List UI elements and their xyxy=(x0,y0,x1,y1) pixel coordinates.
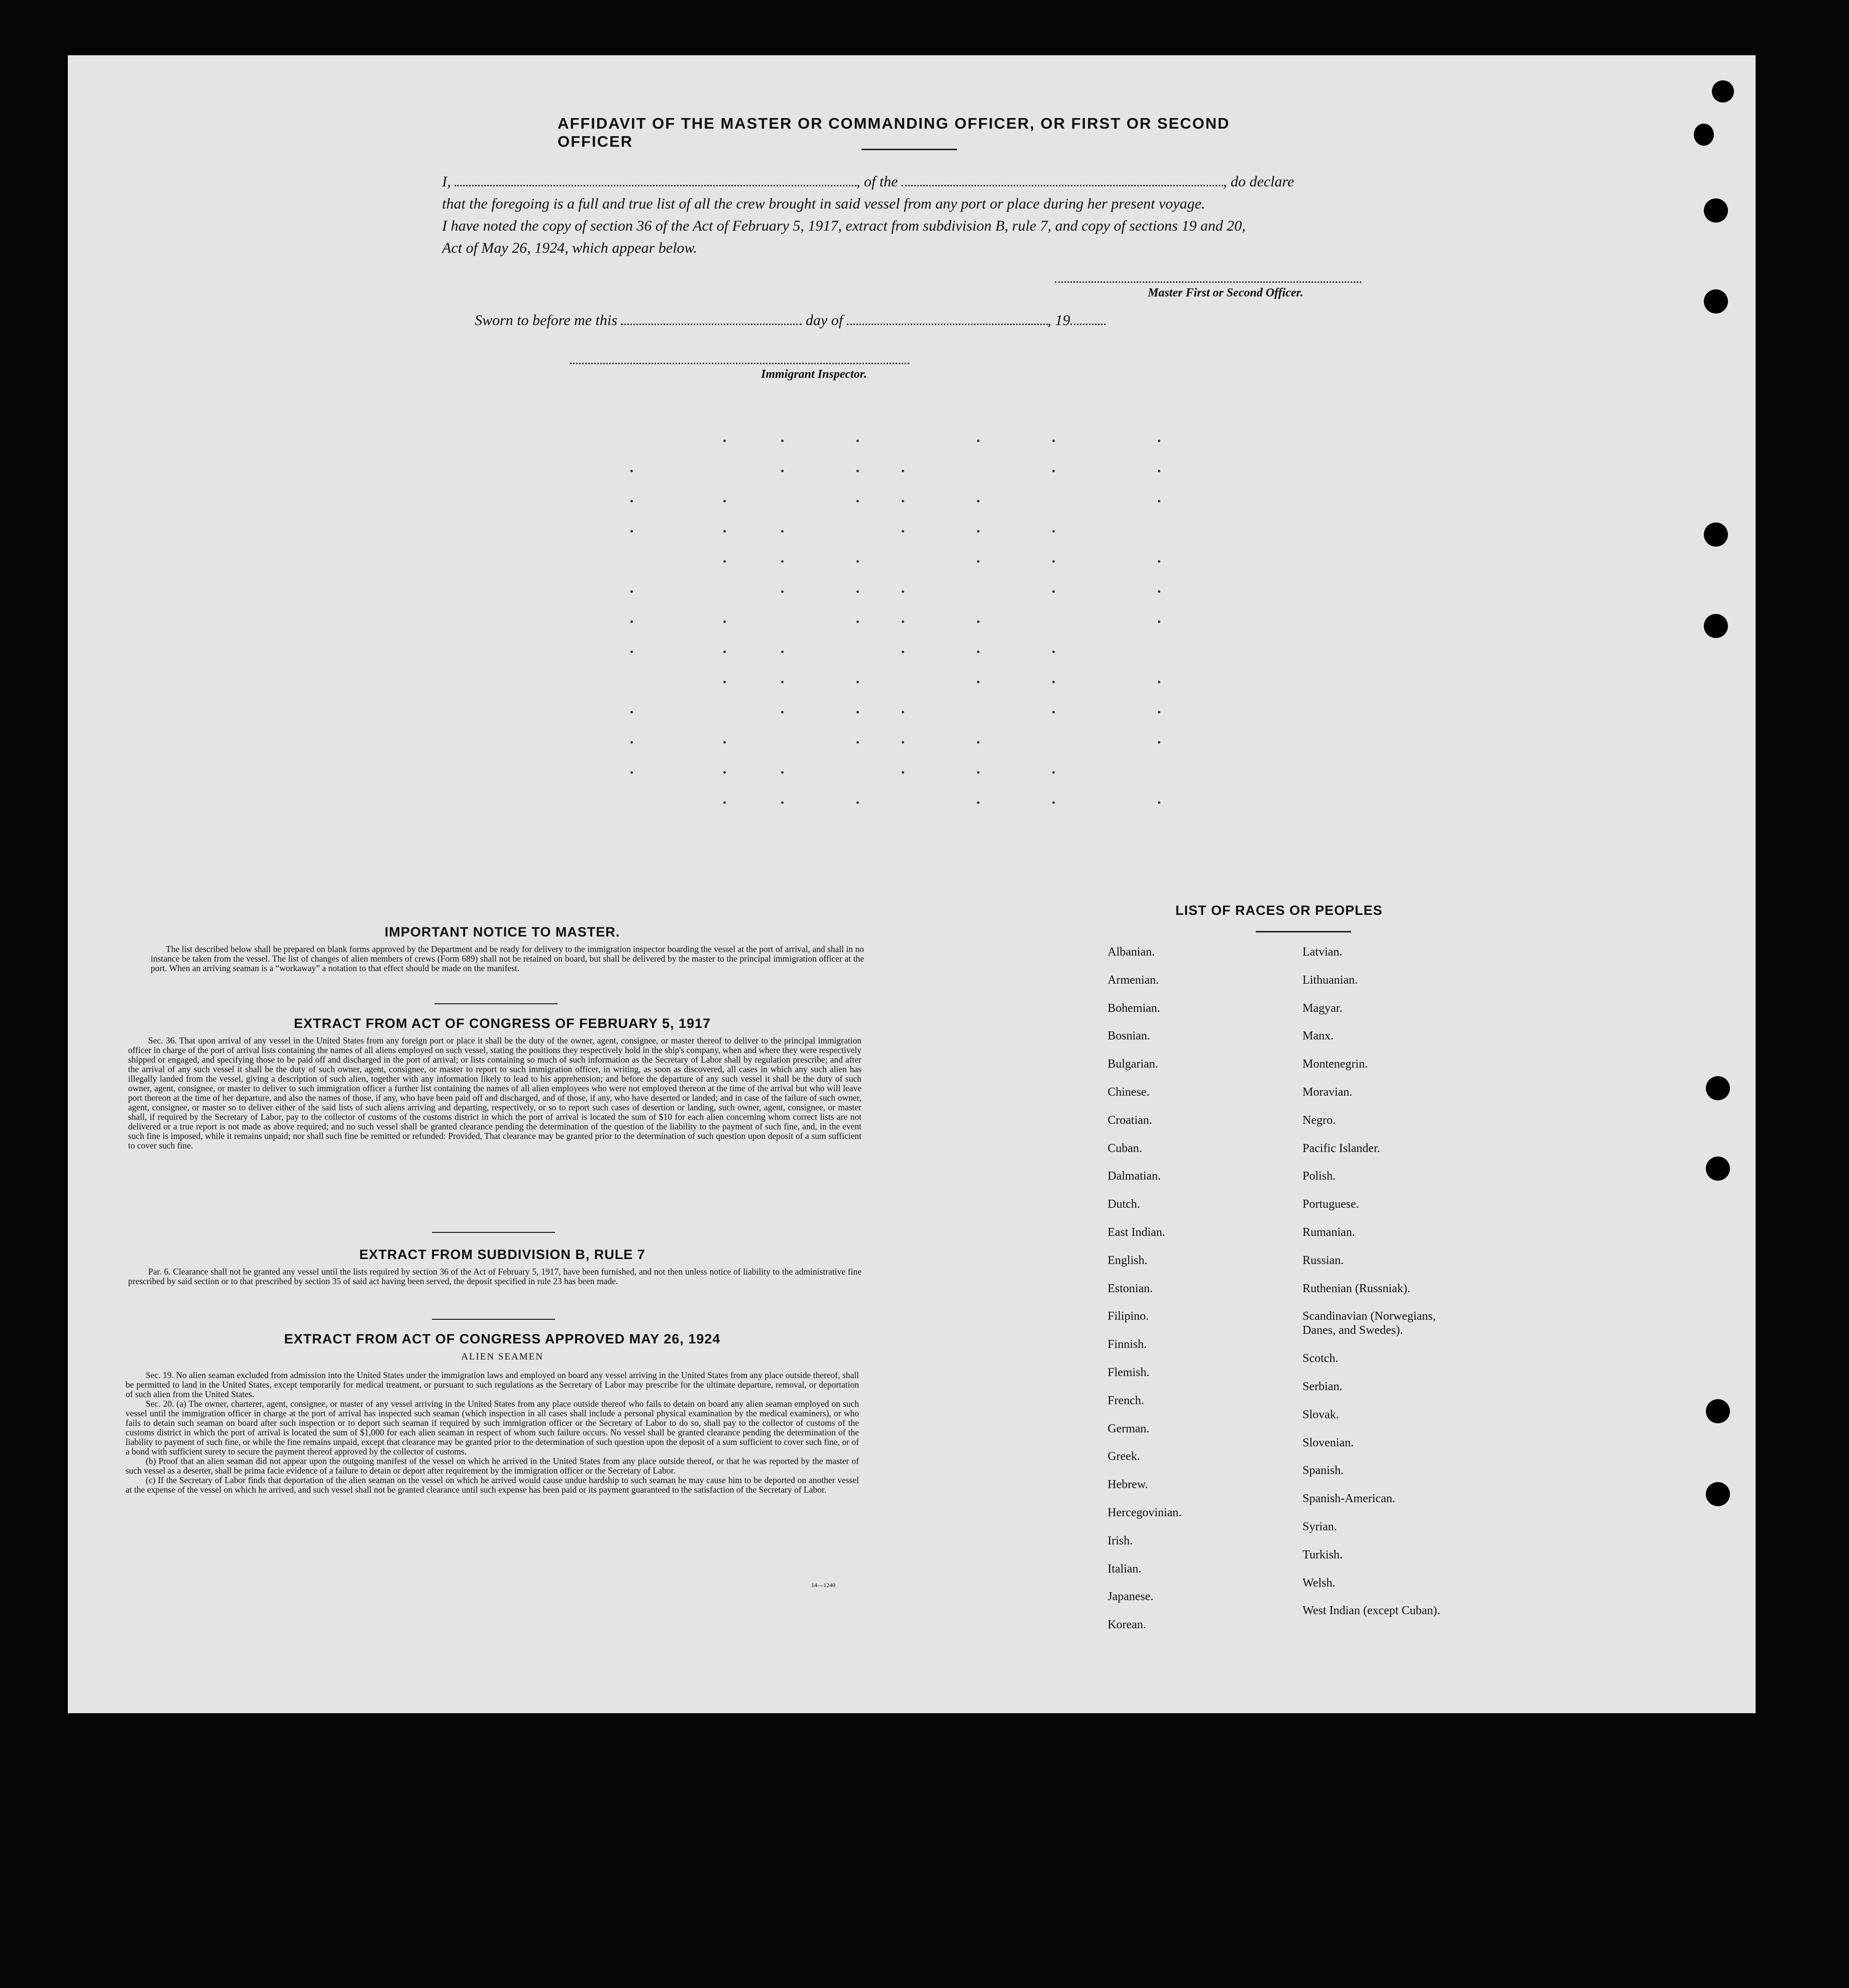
punch-hole xyxy=(1706,1157,1730,1181)
faint-dot xyxy=(1158,470,1160,472)
race-item: Dalmatian. xyxy=(1108,1170,1161,1183)
race-item: Greek. xyxy=(1108,1450,1140,1463)
faint-dot xyxy=(1052,560,1055,563)
master-signature-line[interactable] xyxy=(1055,281,1361,283)
extract-1917-title: EXTRACT FROM ACT OF CONGRESS OF FEBRUARY 5, 1917 xyxy=(293,1016,711,1031)
rule7-title: EXTRACT FROM SUBDIVISION B, RULE 7 xyxy=(359,1247,645,1262)
race-item: Filipino. xyxy=(1108,1310,1149,1323)
faint-dot xyxy=(856,590,859,593)
faint-dot xyxy=(1052,470,1055,472)
race-item: Magyar. xyxy=(1302,1001,1343,1015)
race-item: Moravian. xyxy=(1302,1086,1353,1099)
race-item: Montenegrin. xyxy=(1302,1058,1368,1071)
race-item: Albanian. xyxy=(1108,946,1155,959)
faint-dot xyxy=(630,620,633,623)
faint-dot xyxy=(902,771,904,774)
faint-dot xyxy=(856,560,859,563)
affidavit-title: AFFIDAVIT OF THE MASTER OR COMMANDING OFFICER, OR FIRST OR SECOND OFFICER xyxy=(558,115,1230,150)
faint-dot xyxy=(902,470,904,472)
notice-title: IMPORTANT NOTICE TO MASTER. xyxy=(384,924,620,939)
faint-dot xyxy=(630,711,633,713)
race-item: Bosnian. xyxy=(1108,1029,1150,1043)
race-item: Danes, and Swedes). xyxy=(1302,1324,1403,1337)
faint-dot xyxy=(856,440,859,442)
faint-dot xyxy=(977,560,980,563)
race-item: Rumanian. xyxy=(1302,1226,1355,1239)
race-item: Bohemian. xyxy=(1108,1001,1160,1015)
declaration-line-3: I have noted the copy of section 36 of the Act of February 5, 1917, extract from subdivision B, rule 7, and copy of sections 19 and 20, xyxy=(442,218,1246,234)
race-item: West Indian (except Cuban). xyxy=(1302,1604,1440,1618)
race-item: Pacific Islander. xyxy=(1302,1141,1380,1155)
rule7-rule xyxy=(432,1319,555,1320)
faint-dot xyxy=(1052,590,1055,593)
race-item: Hebrew. xyxy=(1108,1478,1148,1492)
faint-dot xyxy=(1158,560,1160,563)
race-item: Lithuanian. xyxy=(1302,973,1358,987)
race-item: Manx. xyxy=(1302,1029,1334,1043)
faint-dot xyxy=(856,711,859,713)
sec-20c-text: (c) If the Secretary of Labor finds that deportation of the alien seaman on the vessel on which he arrived would cause undue hardship to such seaman he may cause him to be deported on another vessel at the expense of the vessel on which he arrived, and such vessel shall not be granted clearance until such expense has been paid or its payment guaranteed to the satisfaction of the Secretary of Labor. xyxy=(126,1475,859,1495)
faint-dot xyxy=(977,651,980,653)
punch-hole xyxy=(1706,1482,1730,1506)
race-item: Spanish. xyxy=(1302,1464,1344,1478)
faint-dot xyxy=(1158,741,1160,744)
faint-dot xyxy=(1052,711,1055,713)
inspector-signature-label: Immigrant Inspector. xyxy=(761,368,867,381)
faint-dot xyxy=(977,530,980,533)
faint-dot xyxy=(630,741,633,744)
faint-dot xyxy=(781,651,784,653)
sec-19-text: Sec. 19. No alien seaman excluded from admission into the United States under the immigration laws and employed on board any vessel arriving in the United States from any place outside thereof, shall be permitted to land in the United States, except temporarily for medical treatment, or pursuant to such regulations as the Secretary of Labor may prescribe for the ultimate departure, removal, or deportation of such alien from the United States. xyxy=(126,1370,859,1399)
faint-dot xyxy=(1158,500,1160,502)
faint-dot xyxy=(781,711,784,713)
rule7-text: Par. 6. Clearance shall not be granted any vessel until the lists required by section 36 of the Act of February 5, 1917, have been furnished, and not then unless notice of liability to the administrative fine prescribed by said section or to that prescribed by section 35 of said act having been served, the deposit specified in rule 23 has been made. xyxy=(128,1267,861,1286)
race-item: Chinese. xyxy=(1108,1086,1150,1099)
rank-field[interactable] xyxy=(902,185,1223,186)
race-item: Ruthenian (Russniak). xyxy=(1302,1282,1410,1295)
faint-dot xyxy=(630,590,633,593)
race-item: Slovenian. xyxy=(1302,1436,1354,1449)
race-item: Slovak. xyxy=(1302,1408,1339,1421)
race-item: Bulgarian. xyxy=(1108,1058,1158,1071)
race-item: Armenian. xyxy=(1108,973,1159,987)
faint-dot xyxy=(977,771,980,774)
race-item: Serbian. xyxy=(1302,1380,1343,1393)
name-field[interactable] xyxy=(455,185,856,186)
race-item: Polish. xyxy=(1302,1170,1336,1183)
faint-dot xyxy=(1052,651,1055,653)
race-item: Estonian. xyxy=(1108,1282,1153,1295)
races-title: LIST OF RACES OR PEOPLES xyxy=(1175,903,1383,918)
faint-dot xyxy=(723,560,726,563)
faint-dot xyxy=(723,651,726,653)
race-item: Korean. xyxy=(1108,1618,1146,1632)
notice-rule xyxy=(434,1003,558,1004)
alien-seamen-subtitle: ALIEN SEAMEN xyxy=(461,1351,543,1362)
faint-dot xyxy=(902,711,904,713)
punch-hole xyxy=(1704,522,1728,547)
faint-dot xyxy=(1158,681,1160,683)
faint-dot xyxy=(781,470,784,472)
faint-dot xyxy=(1052,440,1055,442)
faint-dot xyxy=(856,801,859,804)
race-item: Welsh. xyxy=(1302,1576,1336,1590)
race-item: Latvian. xyxy=(1302,946,1343,959)
race-item: Japanese. xyxy=(1108,1590,1154,1604)
faint-dot xyxy=(781,681,784,683)
sworn-day-field[interactable] xyxy=(621,324,802,325)
race-item: Cuban. xyxy=(1108,1141,1142,1155)
faint-dot xyxy=(856,500,859,502)
race-item: Flemish. xyxy=(1108,1366,1150,1379)
race-item: Portuguese. xyxy=(1302,1198,1359,1211)
punch-hole xyxy=(1704,614,1728,638)
faint-dot xyxy=(723,741,726,744)
faint-dot xyxy=(781,560,784,563)
faint-dot xyxy=(856,681,859,683)
faint-dot xyxy=(781,771,784,774)
faint-dot xyxy=(977,801,980,804)
faint-dot xyxy=(723,530,726,533)
faint-dot xyxy=(977,440,980,442)
faint-dot xyxy=(1052,530,1055,533)
race-item: Russian. xyxy=(1302,1253,1344,1267)
races-rule xyxy=(1256,931,1351,932)
faint-dot xyxy=(902,590,904,593)
punch-hole xyxy=(1694,124,1714,146)
extract-1924-body xyxy=(126,1371,859,1495)
faint-dot xyxy=(1158,590,1160,593)
race-item: Spanish-American. xyxy=(1302,1492,1395,1506)
form-number: 14—1240 xyxy=(811,1582,835,1589)
sec-20b-text: (b) Proof that an alien seaman did not appear upon the outgoing manifest of the vessel on which he arrived in the United States from any place outside thereof, or that he was reported by the master of such vessel as a deserter, shall be prima facie evidence of a failure to detain or deport after requirement by the immigration officer or the Secretary of Labor. xyxy=(126,1456,859,1476)
sworn-year: , 19 xyxy=(1047,312,1070,329)
faint-dot xyxy=(1158,440,1160,442)
declare-i: I, xyxy=(442,173,451,190)
race-item: Scotch. xyxy=(1302,1352,1339,1366)
sworn-line xyxy=(475,309,1228,332)
faint-dot xyxy=(902,500,904,502)
faint-dot xyxy=(781,801,784,804)
faint-dot xyxy=(856,620,859,623)
sec-20a-text: Sec. 20. (a) The owner, charterer, agent, consignee, or master of any vessel arriving in the United States from any place outside thereof who fails to detain on board any alien seaman employed on such vessel until the immigration officer in charge at the port of arrival has inspected such seaman (which inspection in all cases shall include a personal physical examination by the medical examiners), or who fails to detain such seaman on board after such inspection or to deport such seaman if required by such immigration officer or the Secretary of Labor to do so, shall pay to the collector of customs of the customs district in which the port of arrival is located the sum of $1,000 for each alien seaman in respect of whom such failure occurs. No vessel shall be granted clearance pending the determination of the liability to payment of such fine, or while the fine remains unpaid, except that clearance may be granted prior to the determination of such question upon the deposit of a sum sufficient to cover such fine, or of a bond with sufficient surety to secure the payment thereof approved by the collector of customs. xyxy=(126,1399,859,1456)
punch-hole xyxy=(1704,198,1728,223)
faint-dot xyxy=(630,470,633,472)
faint-dot xyxy=(977,741,980,744)
faint-dot xyxy=(723,620,726,623)
notice-text: The list described below shall be prepared on blank forms approved by the Department and be ready for delivery to the immigration inspector boarding the vessel at the port of arrival, and shall in no instance be taken from the vessel. The list of changes of alien members of crews (Form 689) shall not be retained on board, but shall be delivered by the master to the principal immigration officer at the port. When an arriving seaman is a “workaway” a notation to that effect should be made on the manifest. xyxy=(151,944,864,973)
faint-dot xyxy=(977,620,980,623)
extract-1917-text: Sec. 36. That upon arrival of any vessel in the United States from any foreign port or place it shall be the duty of the owner, agent, consignee, or master thereof to deliver to the principal immigration officer in charge of the port of arrival lists containing the names of all aliens employed on such vessel, stating the positions they respectively hold in the ship's company, when and where they were respectively shipped or engaged, and specifying those to be paid off and discharged in the port of arrival; or lists containing so much of such information as the Secretary of Labor shall by regulation prescribe; and after the arrival of any such vessel it shall be the duty of such owner, agent, consignee, or master to report to such immigration officer, in writing, as soon as discovered, all cases in which any such alien has illegally landed from the vessel, giving a description of such alien, together with any information likely to lead to his apprehension; and before the departure of any such vessel it shall be the duty of such owner, agent, consignee, or master to deliver to such immigration officer a further list containing the names of all alien employees who were not employed thereon at the time of the arrival but who will leave port thereon at the time of her departure, and also the names of those, if any, who have been paid off and discharged, and of those, if any, who have deserted or landed; and in case of the failure of such owner, agent, consignee, or master so to deliver either of the said lists of such aliens arriving and departing, respectively, or so to report such cases of desertion or landing, such owner, agent, consignee, or master shall, if required by the Secretary of Labor, pay to the collector of customs of the customs district in which the port of arrival is located the sum of $10 for each alien concerning whom correct lists are not delivered or a true report is not made as above required; and no such vessel shall be granted clearance pending the determination of the question of the liability to the payment of such fine, and, in the event such fine is imposed, while it remains unpaid; nor shall such fine be remitted or refunded: Provided, That clearance may be granted prior to the determination of such question upon deposit of a sum sufficient to cover such fine. xyxy=(128,1035,861,1150)
faint-dot xyxy=(723,500,726,502)
race-item: Turkish. xyxy=(1302,1548,1343,1561)
faint-dot xyxy=(630,500,633,502)
faint-dot xyxy=(902,651,904,653)
punch-hole xyxy=(1706,1399,1730,1423)
sworn-month-field[interactable] xyxy=(847,324,1048,325)
punch-hole xyxy=(1706,1076,1730,1100)
declare-of: , of the xyxy=(856,173,898,190)
faint-dot xyxy=(781,590,784,593)
title-rule xyxy=(861,149,957,150)
punch-hole xyxy=(1704,289,1728,313)
sworn-prefix: Sworn to before me this xyxy=(475,312,617,329)
faint-dot xyxy=(630,651,633,653)
race-item: Scandinavian (Norwegians, xyxy=(1302,1310,1436,1323)
sworn-year-field[interactable] xyxy=(1070,324,1106,325)
faint-dot xyxy=(902,741,904,744)
faint-dot xyxy=(723,681,726,683)
race-item: East Indian. xyxy=(1108,1226,1165,1239)
race-item: Negro. xyxy=(1302,1113,1336,1127)
race-item: Syrian. xyxy=(1302,1520,1337,1533)
race-item: Croatian. xyxy=(1108,1113,1152,1127)
race-item: Dutch. xyxy=(1108,1198,1140,1211)
race-item: English. xyxy=(1108,1253,1148,1267)
faint-dot xyxy=(1052,681,1055,683)
faint-dot xyxy=(902,530,904,533)
faint-dot xyxy=(723,801,726,804)
faint-dot xyxy=(977,500,980,502)
faint-dot xyxy=(856,741,859,744)
faint-dot xyxy=(723,440,726,442)
faint-dot xyxy=(1158,620,1160,623)
faint-dot xyxy=(630,530,633,533)
race-item: Finnish. xyxy=(1108,1338,1147,1351)
faint-dot xyxy=(1158,801,1160,804)
faint-dot xyxy=(977,681,980,683)
declare-text: , do declare xyxy=(1223,173,1294,190)
faint-dot xyxy=(781,530,784,533)
faint-dot xyxy=(1158,711,1160,713)
sworn-day-of: day of xyxy=(805,312,843,329)
declaration-line-2: that the foregoing is a full and true list of all the crew brought in said vessel from any port or place during her present voyage. xyxy=(442,195,1206,212)
race-item: German. xyxy=(1108,1422,1150,1435)
master-signature-label: Master First or Second Officer. xyxy=(1148,286,1303,299)
extract-1924-title: EXTRACT FROM ACT OF CONGRESS APPROVED MAY 26, 1924 xyxy=(284,1331,721,1346)
inspector-signature-line[interactable] xyxy=(570,363,909,364)
faint-dot xyxy=(1052,801,1055,804)
faint-dot xyxy=(1052,771,1055,774)
race-item: Hercegovinian. xyxy=(1108,1506,1182,1519)
race-item: French. xyxy=(1108,1394,1144,1407)
faint-dot xyxy=(630,771,633,774)
punch-hole xyxy=(1712,80,1734,102)
declaration-line-4: Act of May 26, 1924, which appear below. xyxy=(442,240,697,256)
declaration-line-1 xyxy=(442,171,1396,193)
faint-dot xyxy=(856,470,859,472)
faint-dot xyxy=(781,440,784,442)
faint-dot xyxy=(723,771,726,774)
race-item: Italian. xyxy=(1108,1562,1142,1576)
extract-1917-rule xyxy=(432,1232,555,1233)
faint-dot xyxy=(902,620,904,623)
race-item: Irish. xyxy=(1108,1534,1133,1547)
